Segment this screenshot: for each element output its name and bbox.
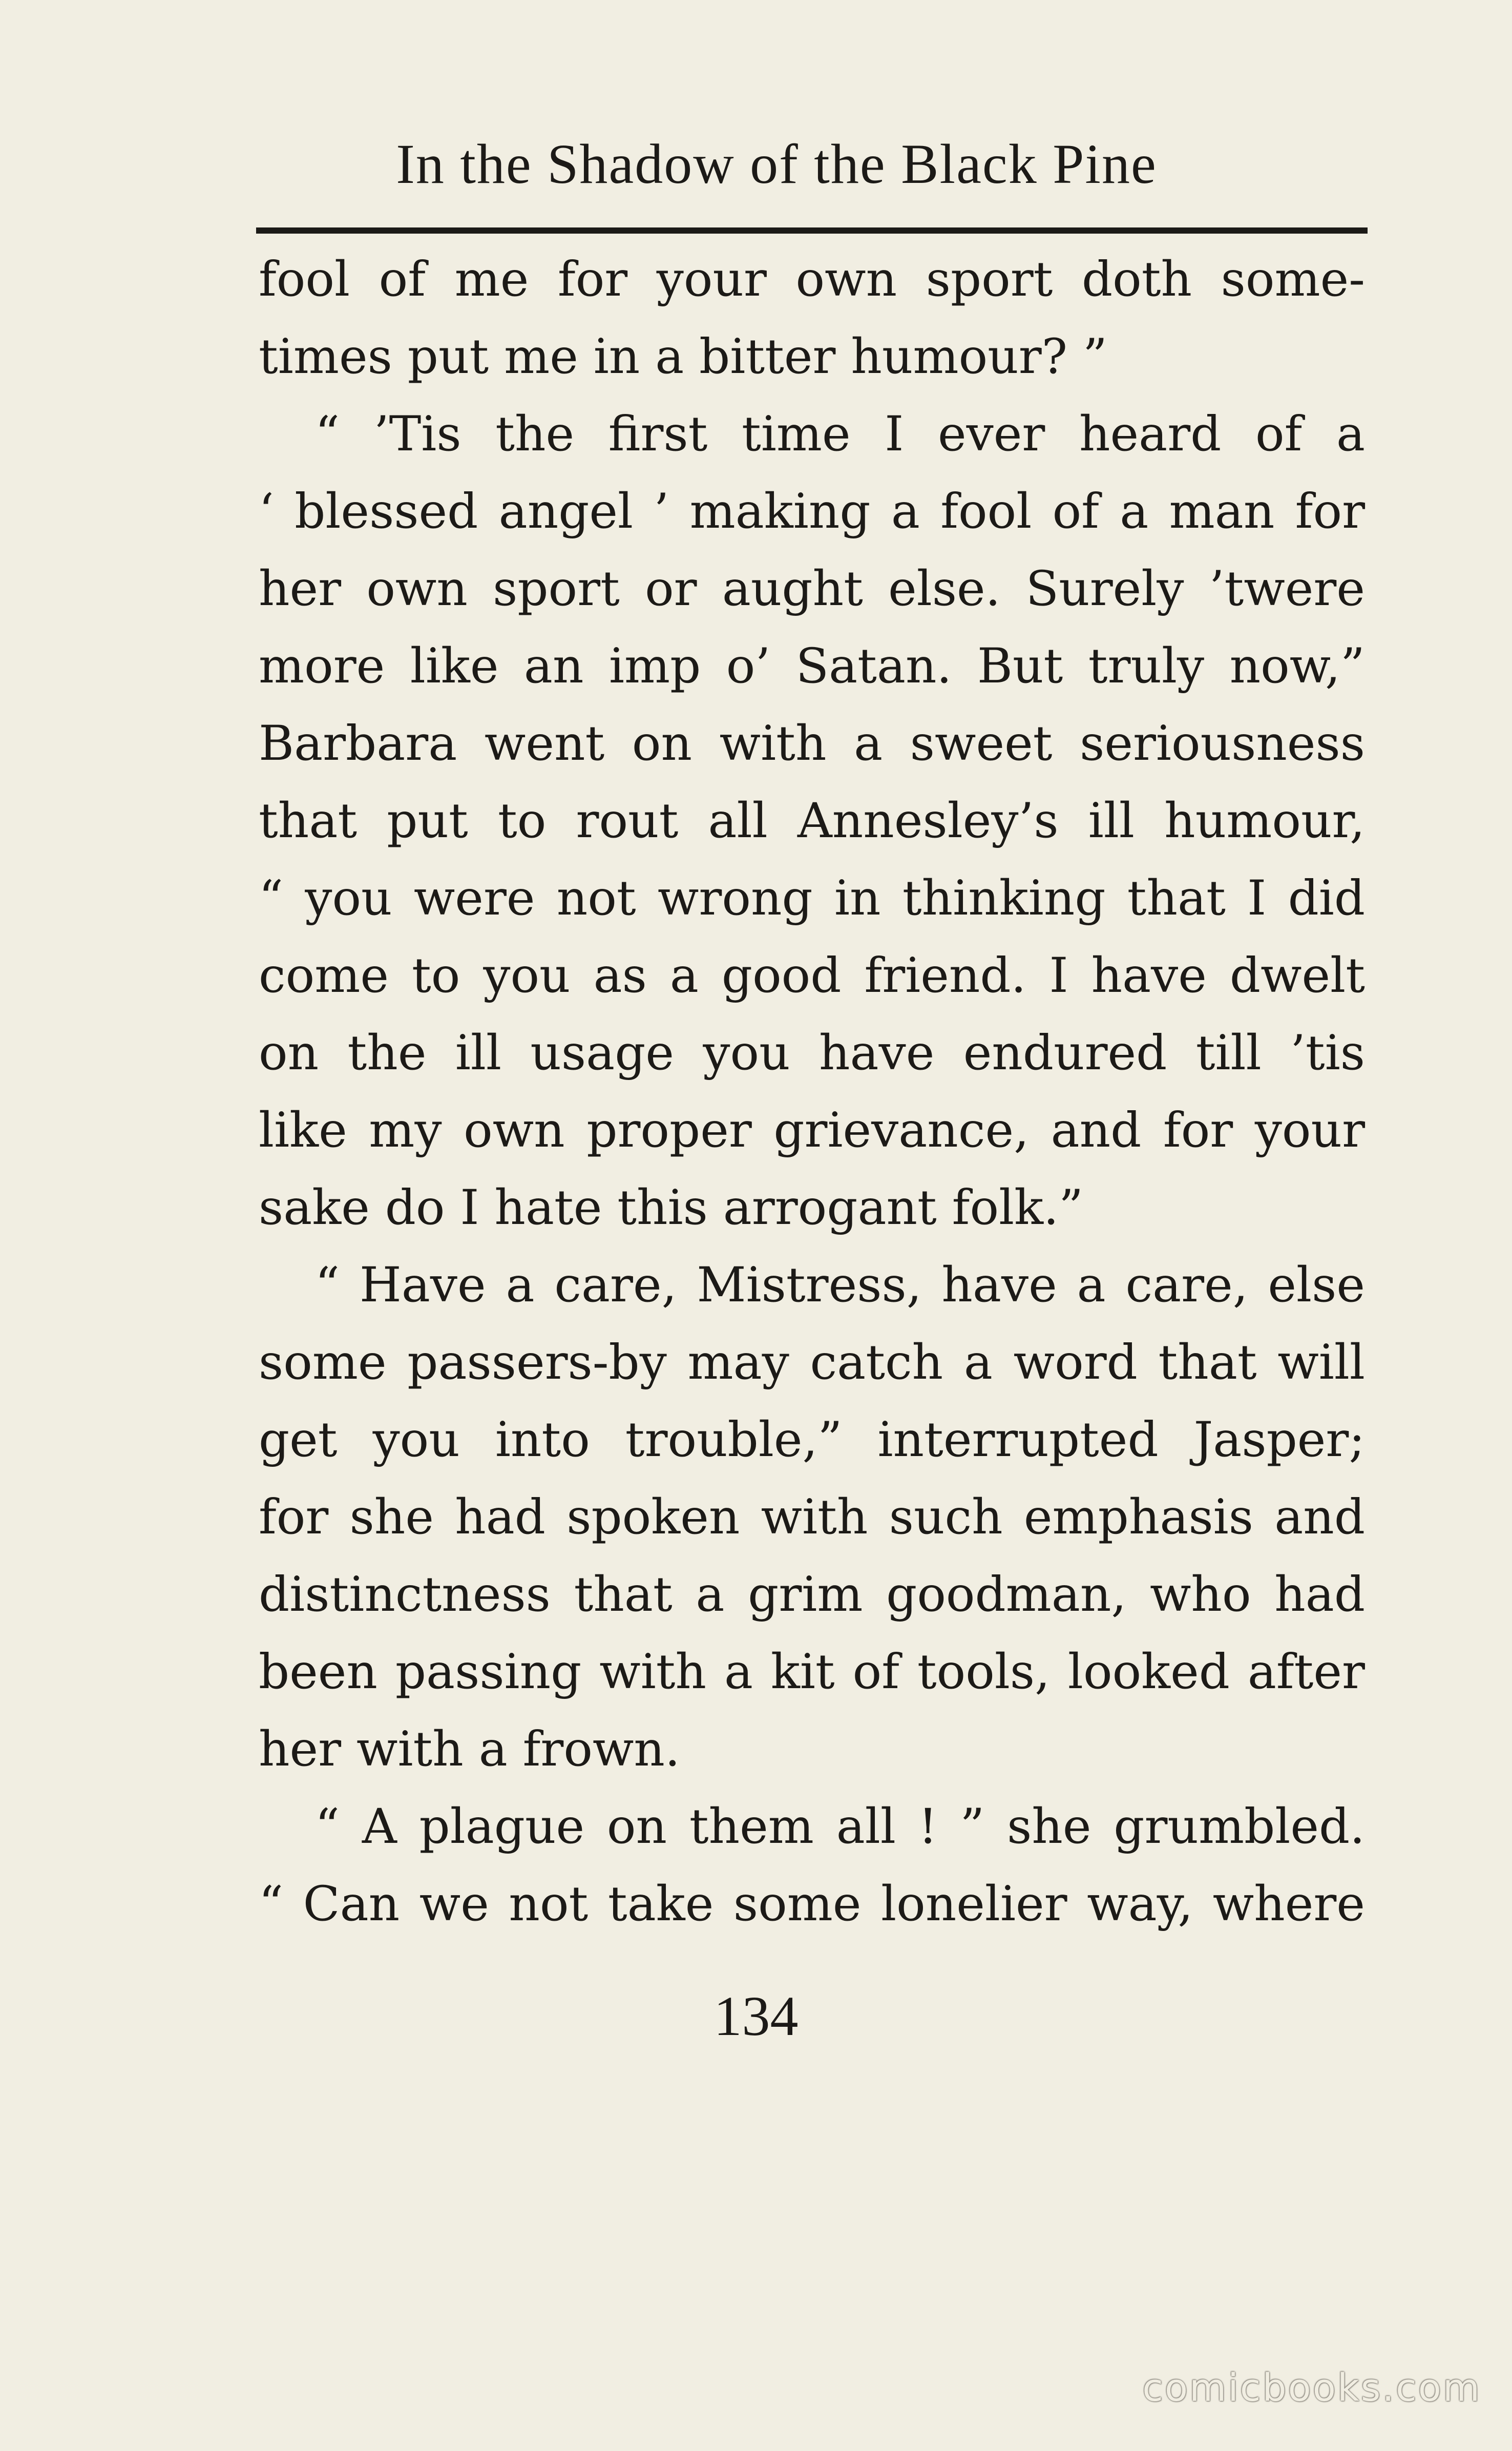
text-line: on the ill usage you have endured till ’tis xyxy=(259,1025,1365,1081)
page-number: 134 xyxy=(713,1985,799,2047)
text-line: for she had spoken with such emphasis and xyxy=(259,1489,1365,1545)
text-line: more like an imp o’ Satan. But truly now,” xyxy=(259,638,1365,694)
header-rule xyxy=(256,227,1368,234)
text-line: her own sport or aught else. Surely ’twere xyxy=(259,561,1365,617)
text-line: come to you as a good friend. I have dwelt xyxy=(259,948,1365,1004)
text-line: that put to rout all Annesley’s ill humour, xyxy=(259,793,1365,849)
body-text xyxy=(259,241,1365,1943)
text-line: Barbara went on with a sweet seriousness xyxy=(259,716,1365,772)
text-line: sake do I hate this arrogant folk.” xyxy=(259,1180,1084,1236)
running-head: In the Shadow of the Black Pine xyxy=(396,133,1157,195)
text-line: get you into trouble,” interrupted Jasper; xyxy=(259,1412,1365,1468)
text-line: been passing with a kit of tools, looked after xyxy=(259,1644,1365,1700)
text-line: distinctness that a grim goodman, who had xyxy=(259,1567,1365,1623)
text-line: ‘ blessed angel ’ making a fool of a man for xyxy=(259,484,1365,539)
text-line: “ Can we not take some lonelier way, where xyxy=(259,1876,1365,1932)
text-line: like my own proper grievance, and for your xyxy=(259,1103,1365,1158)
text-line: some passers-by may catch a word that will xyxy=(259,1335,1365,1390)
text-line: fool of me for your own sport doth some- xyxy=(259,252,1365,307)
text-line: times put me in a bitter humour? ” xyxy=(259,329,1107,385)
text-line: “ A plague on them all ! ” she grumbled. xyxy=(315,1799,1365,1855)
text-line: “ Have a care, Mistress, have a care, else xyxy=(315,1257,1365,1313)
watermark: comicbooks.com xyxy=(1142,2366,1481,2410)
text-line: “ you were not wrong in thinking that I did xyxy=(259,870,1365,926)
text-line: her with a frown. xyxy=(259,1721,680,1777)
text-line: “ ’Tis the first time I ever heard of a xyxy=(315,406,1365,462)
